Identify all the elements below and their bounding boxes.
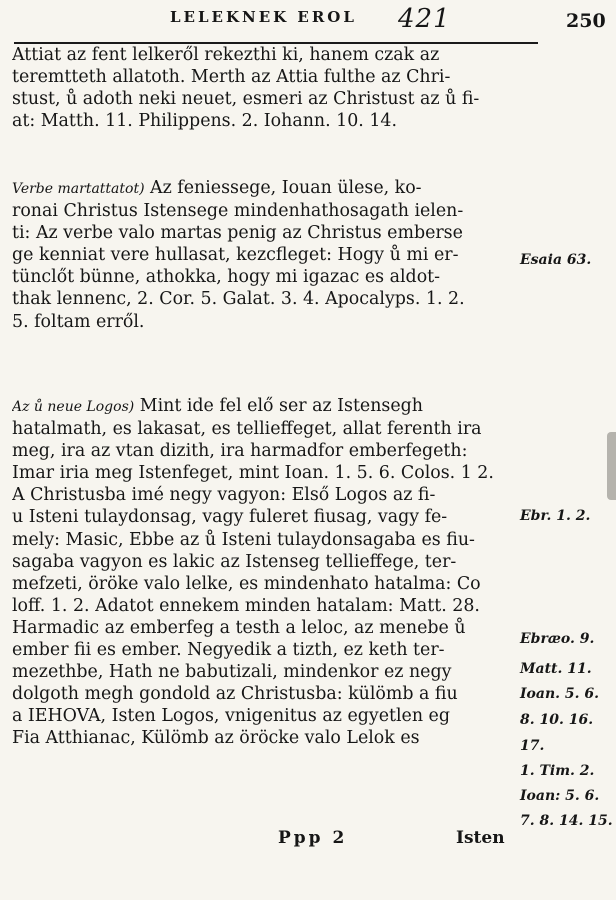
text-line: teremtteth allatoth. Merth az Attia fulthe az Chri- (12, 67, 451, 88)
handwritten-folio-number: 421 (398, 4, 451, 34)
text-line: Imar iria meg Istenfeget, mint Ioan. 1. 5. 6. Colos. 1 2. (12, 463, 494, 484)
text-line-rest: Mint ide fel elő ser az Istensegh (134, 396, 423, 416)
text-line: ge kenniat vere hullasat, kezcfleget: Hogy ů mi er- (12, 245, 459, 266)
text-line: at: Matth. 11. Philippens. 2. Iohann. 10. 14. (12, 111, 397, 132)
text-line (12, 177, 520, 200)
text-line: A Christusba imé negy vagyon: Első Logos az fi- (12, 485, 436, 506)
text-line: mezethbe, Hath ne babutizali, mindenkor ez negy (12, 662, 452, 683)
lemma-heading: Az ů neue Logos) (12, 399, 135, 415)
margin-note: Ioan: 5. 6. (520, 788, 600, 804)
running-head: LELEKNEK EROL (170, 8, 357, 26)
text-line: a IEHOVA, Isten Logos, vnigenitus az egyetlen eg (12, 706, 450, 727)
margin-note: 1. Tim. 2. (520, 763, 595, 779)
margin-note: 8. 10. 16. (520, 712, 594, 728)
text-line: mefzeti, öröke valo lelke, es mindenhato hatalma: Co (12, 573, 481, 594)
text-line-rest: Az feniessege, Iouan ülese, ko- (144, 178, 422, 198)
text-line: loff. 1. 2. Adatot ennekem minden hatalam: Matt. 28. (12, 595, 480, 616)
text-line: dolgoth megh gondold az Christusba: külömb a fiu (12, 684, 458, 705)
corner-folio-number: 250 (566, 10, 606, 32)
text-line: meg, ira az vtan dizith, ira harmadfor emberfegeth: (12, 441, 468, 462)
margin-note: 7. 8. 14. 15. (520, 813, 613, 829)
text-line (12, 395, 520, 418)
paragraph-3 (12, 395, 520, 750)
margin-note: Esaia 63. (520, 252, 592, 268)
text-line: Attiat az fent lelkeről rekezthi ki, hanem czak az (12, 45, 440, 65)
catchword: Isten (456, 828, 505, 848)
text-line: u Isteni tulaydonsag, vagy fuleret fiusag, vagy fe- (12, 507, 448, 528)
text-line: Harmadic az emberfeg a testh a leloc, az menebe ů (12, 617, 466, 638)
margin-note: 17. (520, 738, 545, 754)
text-line: ti: Az verbe valo martas penig az Christus emberse (12, 223, 463, 244)
page-edge-shadow (607, 432, 616, 500)
text-line: stust, ů adoth neki neuet, esmeri az Christust az ů fi- (12, 89, 480, 110)
lemma-heading: Verbe martattatot) (12, 181, 145, 197)
text-line: 5. foltam erről. (12, 311, 145, 332)
margin-note: Ebr. 1. 2. (520, 508, 591, 524)
margin-note: Ebræo. 9. (520, 631, 595, 647)
paragraph-1 (12, 44, 520, 132)
margin-note: Ioan. 5. 6. (520, 686, 599, 702)
text-line: ember fii es ember. Negyedik a tizth, ez keth ter- (12, 640, 445, 661)
paragraph-2 (12, 177, 520, 333)
signature-mark: Ppp 2 (278, 828, 348, 848)
margin-note: Matt. 11. (520, 661, 592, 677)
text-line: sagaba vagyon es lakic az Istenseg tellieffege, ter- (12, 551, 457, 572)
text-line: hatalmath, es lakasat, es tellieffeget, allat ferenth ira (12, 419, 482, 440)
text-line: ronai Christus Istensege mindenhathosagath ielen- (12, 201, 464, 222)
text-line: tünclőt bünne, athokka, hogy mi igazac es aldot- (12, 267, 441, 288)
text-line: mely: Masic, Ebbe az ů Isteni tulaydonsagaba es fiu- (12, 529, 475, 550)
text-line: Fia Atthianac, Külömb az öröcke valo Lelok es (12, 728, 420, 749)
text-line: thak lennenc, 2. Cor. 5. Galat. 3. 4. Apocalyps. 1. 2. (12, 289, 465, 310)
